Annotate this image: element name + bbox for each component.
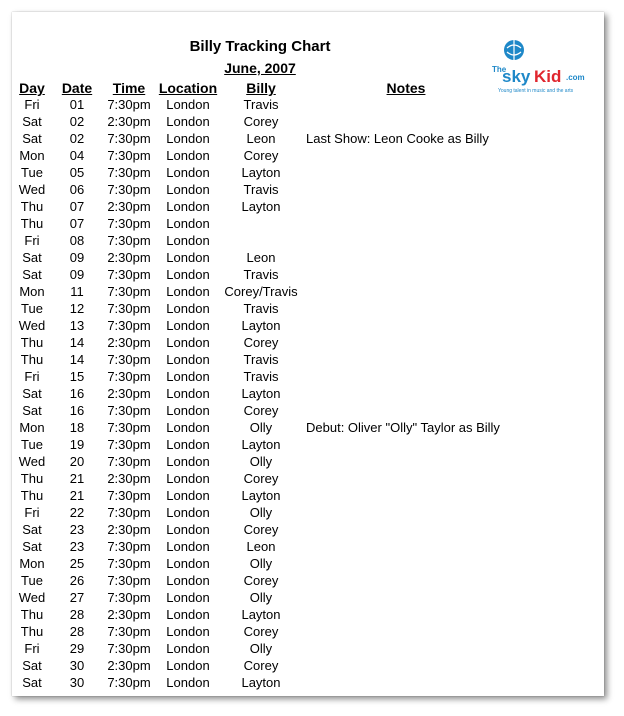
day-cell: Sat	[22, 267, 42, 282]
location-cell: London	[166, 352, 210, 367]
day-cell: Thu	[20, 471, 44, 486]
table-row	[0, 164, 624, 181]
header-time: Time	[112, 80, 146, 96]
time-cell: 7:30pm	[107, 131, 151, 146]
location-cell: London	[166, 199, 210, 214]
location-cell: London	[166, 267, 210, 282]
day-cell: Fri	[24, 233, 40, 248]
day-cell: Wed	[18, 590, 46, 605]
date-cell: 28	[69, 624, 85, 639]
header-date: Date	[61, 80, 93, 96]
date-cell: 02	[69, 114, 85, 129]
day-cell: Thu	[20, 488, 44, 503]
location-cell: London	[166, 675, 210, 690]
day-cell: Tue	[21, 165, 43, 180]
date-cell: 07	[69, 199, 85, 214]
time-cell: 7:30pm	[107, 454, 151, 469]
time-cell: 2:30pm	[107, 386, 151, 401]
time-cell: 7:30pm	[107, 556, 151, 571]
billy-cell: Layton	[241, 607, 281, 622]
table-row	[0, 555, 624, 572]
date-cell: 14	[69, 335, 85, 350]
location-cell: London	[166, 318, 210, 333]
time-cell: 7:30pm	[107, 233, 151, 248]
table-row	[0, 419, 624, 436]
billy-cell: Layton	[241, 675, 281, 690]
location-cell: London	[166, 556, 210, 571]
location-cell: London	[166, 182, 210, 197]
day-cell: Sat	[22, 250, 42, 265]
location-cell: London	[166, 471, 210, 486]
billy-cell: Travis	[243, 352, 279, 367]
table-row	[0, 538, 624, 555]
time-cell: 2:30pm	[107, 335, 151, 350]
date-cell: 08	[69, 233, 85, 248]
header-billy: Billy	[246, 80, 276, 96]
time-cell: 7:30pm	[107, 505, 151, 520]
day-cell: Mon	[19, 284, 45, 299]
day-cell: Thu	[20, 199, 44, 214]
billy-cell: Travis	[243, 301, 279, 316]
table-row	[0, 198, 624, 215]
table-row	[0, 470, 624, 487]
logo-tagline: Young talent in music and the arts	[498, 88, 574, 94]
location-cell: London	[166, 573, 210, 588]
date-cell: 23	[69, 522, 85, 537]
billy-cell: Corey	[243, 658, 279, 673]
location-cell: London	[166, 369, 210, 384]
date-cell: 21	[69, 488, 85, 503]
date-cell: 22	[69, 505, 85, 520]
logo-kid: Kid	[534, 67, 562, 86]
day-cell: Sat	[22, 114, 42, 129]
time-cell: 7:30pm	[107, 420, 151, 435]
date-cell: 30	[69, 675, 85, 690]
table-row	[0, 317, 624, 334]
location-cell: London	[166, 97, 210, 112]
table-row	[0, 640, 624, 657]
billy-cell: Olly	[249, 590, 273, 605]
time-cell: 7:30pm	[107, 641, 151, 656]
chart-subtitle: June, 2007	[224, 60, 296, 76]
time-cell: 2:30pm	[107, 607, 151, 622]
table-row	[0, 402, 624, 419]
billy-cell: Corey	[243, 471, 279, 486]
time-cell: 2:30pm	[107, 199, 151, 214]
day-cell: Sat	[22, 403, 42, 418]
date-cell: 20	[69, 454, 85, 469]
time-cell: 7:30pm	[107, 267, 151, 282]
date-cell: 02	[69, 131, 85, 146]
day-cell: Tue	[21, 573, 43, 588]
day-cell: Fri	[24, 505, 40, 520]
time-cell: 7:30pm	[107, 369, 151, 384]
logo-sky: sky	[502, 67, 531, 86]
table-row	[0, 334, 624, 351]
time-cell: 2:30pm	[107, 522, 151, 537]
table-row	[0, 385, 624, 402]
location-cell: London	[166, 250, 210, 265]
location-cell: London	[166, 386, 210, 401]
time-cell: 7:30pm	[107, 97, 151, 112]
table-row	[0, 249, 624, 266]
date-cell: 19	[69, 437, 85, 452]
time-cell: 7:30pm	[107, 165, 151, 180]
table-row	[0, 283, 624, 300]
billy-cell: Corey	[243, 522, 279, 537]
billy-cell: Leon	[246, 539, 276, 554]
billy-cell: Corey	[243, 573, 279, 588]
location-cell: London	[166, 641, 210, 656]
billy-cell: Travis	[243, 182, 279, 197]
date-cell: 04	[69, 148, 85, 163]
location-cell: London	[166, 505, 210, 520]
date-cell: 25	[69, 556, 85, 571]
time-cell: 7:30pm	[107, 573, 151, 588]
time-cell: 7:30pm	[107, 216, 151, 231]
location-cell: London	[166, 420, 210, 435]
table-row	[0, 589, 624, 606]
date-cell: 12	[69, 301, 85, 316]
day-cell: Mon	[19, 148, 45, 163]
location-cell: London	[166, 131, 210, 146]
location-cell: London	[166, 624, 210, 639]
date-cell: 06	[69, 182, 85, 197]
day-cell: Wed	[18, 454, 46, 469]
time-cell: 7:30pm	[107, 488, 151, 503]
day-cell: Fri	[24, 641, 40, 656]
notes-cell: Debut: Oliver "Olly" Taylor as Billy	[306, 420, 500, 435]
header-day: Day	[19, 80, 45, 96]
location-cell: London	[166, 165, 210, 180]
time-cell: 7:30pm	[107, 590, 151, 605]
location-cell: London	[166, 284, 210, 299]
time-cell: 2:30pm	[107, 471, 151, 486]
logo-the: The	[492, 65, 507, 74]
table-row	[0, 300, 624, 317]
day-cell: Thu	[20, 335, 44, 350]
time-cell: 7:30pm	[107, 284, 151, 299]
table-row	[0, 521, 624, 538]
table-row	[0, 487, 624, 504]
day-cell: Fri	[24, 97, 40, 112]
day-cell: Wed	[18, 318, 46, 333]
table-row	[0, 504, 624, 521]
notes-cell: Last Show: Leon Cooke as Billy	[306, 131, 489, 146]
time-cell: 7:30pm	[107, 318, 151, 333]
date-cell: 18	[69, 420, 85, 435]
table-row	[0, 368, 624, 385]
time-cell: 7:30pm	[107, 403, 151, 418]
day-cell: Thu	[20, 352, 44, 367]
location-cell: London	[166, 114, 210, 129]
table-row	[0, 572, 624, 589]
billy-cell: Olly	[249, 556, 273, 571]
chart-title: Billy Tracking Chart	[189, 38, 331, 55]
table-row	[0, 606, 624, 623]
time-cell: 7:30pm	[107, 437, 151, 452]
location-cell: London	[166, 233, 210, 248]
table-row	[0, 147, 624, 164]
schedule-table	[0, 96, 624, 691]
billy-cell: Corey	[243, 403, 279, 418]
billy-cell: Corey/Travis	[224, 284, 298, 299]
billy-cell: Layton	[241, 318, 281, 333]
table-row	[0, 113, 624, 130]
table-row	[0, 351, 624, 368]
billy-cell: Corey	[243, 624, 279, 639]
billy-cell: Layton	[241, 386, 281, 401]
date-cell: 14	[69, 352, 85, 367]
billy-cell: Travis	[243, 369, 279, 384]
billy-cell: Corey	[243, 148, 279, 163]
billy-cell: Olly	[249, 420, 273, 435]
location-cell: London	[166, 607, 210, 622]
day-cell: Sat	[22, 131, 42, 146]
time-cell: 2:30pm	[107, 114, 151, 129]
day-cell: Sat	[22, 658, 42, 673]
day-cell: Tue	[21, 437, 43, 452]
location-cell: London	[166, 454, 210, 469]
header-notes: Notes	[386, 80, 426, 96]
billy-cell: Layton	[241, 488, 281, 503]
time-cell: 7:30pm	[107, 182, 151, 197]
billy-cell: Olly	[249, 505, 273, 520]
date-cell: 16	[69, 386, 85, 401]
location-cell: London	[166, 403, 210, 418]
location-cell: London	[166, 148, 210, 163]
location-cell: London	[166, 522, 210, 537]
table-row	[0, 181, 624, 198]
location-cell: London	[166, 301, 210, 316]
date-cell: 01	[69, 97, 85, 112]
day-cell: Sat	[22, 386, 42, 401]
billy-cell: Layton	[241, 437, 281, 452]
table-row	[0, 266, 624, 283]
location-cell: London	[166, 437, 210, 452]
billy-cell: Layton	[241, 165, 281, 180]
time-cell: 7:30pm	[107, 624, 151, 639]
location-cell: London	[166, 488, 210, 503]
date-cell: 23	[69, 539, 85, 554]
theskykid-logo	[488, 38, 596, 98]
time-cell: 7:30pm	[107, 352, 151, 367]
date-cell: 21	[69, 471, 85, 486]
billy-cell: Leon	[246, 250, 276, 265]
time-cell: 7:30pm	[107, 539, 151, 554]
day-cell: Sat	[22, 522, 42, 537]
header-location: Location	[158, 80, 218, 96]
date-cell: 26	[69, 573, 85, 588]
billy-cell: Layton	[241, 199, 281, 214]
day-cell: Sat	[22, 539, 42, 554]
day-cell: Thu	[20, 624, 44, 639]
table-row	[0, 623, 624, 640]
day-cell: Tue	[21, 301, 43, 316]
table-row	[0, 232, 624, 249]
table-row	[0, 130, 624, 147]
date-cell: 13	[69, 318, 85, 333]
table-row	[0, 453, 624, 470]
date-cell: 15	[69, 369, 85, 384]
time-cell: 2:30pm	[107, 658, 151, 673]
day-cell: Mon	[19, 556, 45, 571]
table-row	[0, 657, 624, 674]
date-cell: 09	[69, 250, 85, 265]
date-cell: 30	[69, 658, 85, 673]
billy-cell: Corey	[243, 335, 279, 350]
table-row	[0, 674, 624, 691]
date-cell: 09	[69, 267, 85, 282]
date-cell: 07	[69, 216, 85, 231]
date-cell: 29	[69, 641, 85, 656]
time-cell: 7:30pm	[107, 675, 151, 690]
date-cell: 11	[70, 284, 84, 299]
billy-cell: Olly	[249, 454, 273, 469]
logo-domain: .com	[566, 73, 585, 82]
day-cell: Thu	[20, 607, 44, 622]
day-cell: Mon	[19, 420, 45, 435]
time-cell: 7:30pm	[107, 148, 151, 163]
date-cell: 27	[69, 590, 85, 605]
day-cell: Thu	[20, 216, 44, 231]
time-cell: 2:30pm	[107, 250, 151, 265]
billy-cell: Corey	[243, 114, 279, 129]
location-cell: London	[166, 335, 210, 350]
date-cell: 05	[69, 165, 85, 180]
day-cell: Fri	[24, 369, 40, 384]
date-cell: 16	[69, 403, 85, 418]
location-cell: London	[166, 216, 210, 231]
day-cell: Sat	[22, 675, 42, 690]
billy-cell: Leon	[246, 131, 276, 146]
table-row	[0, 215, 624, 232]
billy-cell: Travis	[243, 267, 279, 282]
date-cell: 28	[69, 607, 85, 622]
location-cell: London	[166, 539, 210, 554]
billy-cell: Olly	[249, 641, 273, 656]
billy-cell: Travis	[243, 97, 279, 112]
table-row	[0, 436, 624, 453]
location-cell: London	[166, 590, 210, 605]
day-cell: Wed	[18, 182, 46, 197]
time-cell: 7:30pm	[107, 301, 151, 316]
table-row	[0, 96, 624, 113]
location-cell: London	[166, 658, 210, 673]
